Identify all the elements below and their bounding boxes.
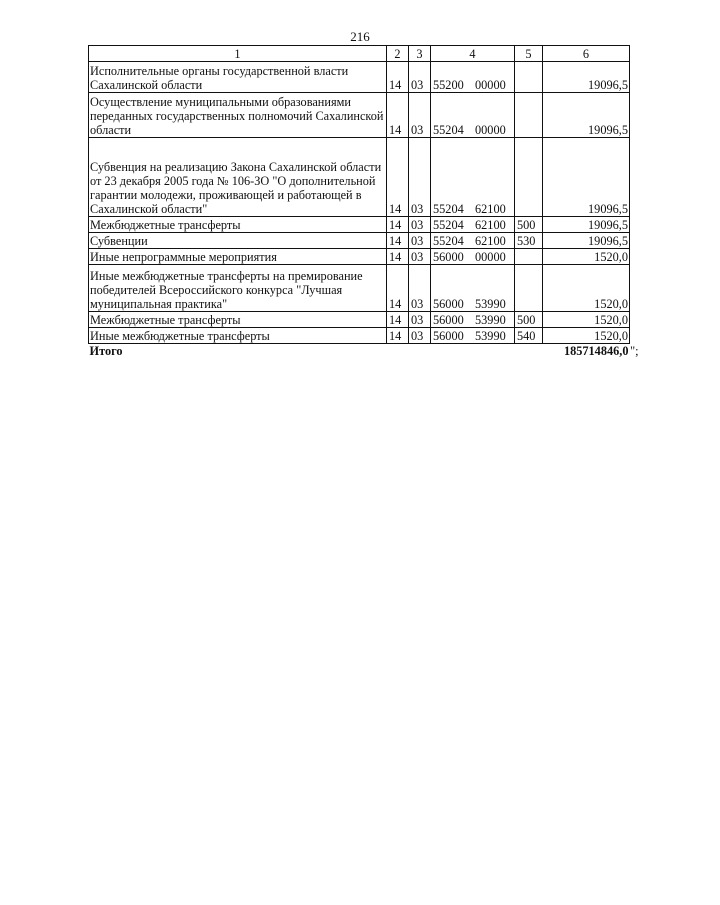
row-subsection: 03	[409, 312, 431, 328]
column-header: 6	[543, 46, 630, 62]
target-code-sub: 62100	[475, 218, 506, 232]
row-section: 14	[387, 312, 409, 328]
target-code-sub: 00000	[475, 250, 506, 264]
row-target-code	[431, 265, 515, 312]
row-subsection: 03	[409, 233, 431, 249]
table-row	[89, 233, 630, 249]
target-code-main: 55204	[433, 123, 464, 137]
target-code-main: 55204	[433, 202, 464, 216]
table-row	[89, 312, 630, 328]
row-subsection: 03	[409, 249, 431, 265]
row-subsection: 03	[409, 138, 431, 217]
row-target-code	[431, 312, 515, 328]
row-amount: 1520,0	[543, 312, 630, 328]
row-subsection: 03	[409, 265, 431, 312]
table-row	[89, 265, 630, 312]
target-code-sub: 62100	[475, 202, 506, 216]
row-subsection: 03	[409, 93, 431, 138]
target-code-main: 55200	[433, 78, 464, 92]
row-target-code	[431, 93, 515, 138]
row-section: 14	[387, 138, 409, 217]
table-row	[89, 249, 630, 265]
row-amount: 1520,0	[543, 265, 630, 312]
total-label: Итого	[89, 344, 387, 359]
row-target-code	[431, 233, 515, 249]
row-subsection: 03	[409, 328, 431, 344]
closing-quote: ";	[630, 344, 639, 358]
row-amount: 1520,0	[543, 328, 630, 344]
row-section: 14	[387, 265, 409, 312]
table-row	[89, 217, 630, 233]
target-code-sub: 53990	[475, 329, 506, 343]
row-amount: 19096,5	[543, 138, 630, 217]
target-code-sub: 00000	[475, 78, 506, 92]
row-name: Осуществление муниципальными образованиями переданных государственных полномочий Сахалинской области	[89, 93, 387, 138]
row-name: Иные межбюджетные трансферты	[89, 328, 387, 344]
row-expense-type	[515, 265, 543, 312]
row-expense-type: 500	[515, 217, 543, 233]
target-code-main: 56000	[433, 329, 464, 343]
row-name: Иные непрограммные мероприятия	[89, 249, 387, 265]
row-section: 14	[387, 328, 409, 344]
column-header: 2	[387, 46, 409, 62]
row-target-code	[431, 217, 515, 233]
table-row	[89, 328, 630, 344]
row-target-code	[431, 62, 515, 93]
target-code-main: 56000	[433, 250, 464, 264]
total-row	[89, 344, 630, 359]
row-name: Межбюджетные трансферты	[89, 312, 387, 328]
row-name: Исполнительные органы государственной власти Сахалинской области	[89, 62, 387, 93]
row-amount: 19096,5	[543, 233, 630, 249]
row-amount: 19096,5	[543, 217, 630, 233]
row-expense-type	[515, 138, 543, 217]
row-expense-type: 530	[515, 233, 543, 249]
column-header: 3	[409, 46, 431, 62]
row-expense-type	[515, 93, 543, 138]
row-target-code	[431, 138, 515, 217]
column-header: 1	[89, 46, 387, 62]
target-code-sub: 00000	[475, 123, 506, 137]
row-section: 14	[387, 217, 409, 233]
row-name: Межбюджетные трансферты	[89, 217, 387, 233]
row-subsection: 03	[409, 217, 431, 233]
target-code-main: 55204	[433, 218, 464, 232]
target-code-sub: 53990	[475, 297, 506, 311]
row-amount: 1520,0	[543, 249, 630, 265]
table-header-row	[89, 46, 630, 62]
page-number: 216	[350, 29, 370, 44]
target-code-sub: 53990	[475, 313, 506, 327]
table-row	[89, 138, 630, 217]
row-name: Иные межбюджетные трансферты на премирование победителей Всероссийского конкурса "Лучшая муниципальная практика"	[89, 265, 387, 312]
column-header: 5	[515, 46, 543, 62]
total-amount: 185714846,0	[563, 344, 629, 358]
target-code-sub: 62100	[475, 234, 506, 248]
row-section: 14	[387, 93, 409, 138]
row-amount: 19096,5	[543, 93, 630, 138]
row-name: Субвенции	[89, 233, 387, 249]
row-expense-type	[515, 249, 543, 265]
row-section: 14	[387, 62, 409, 93]
table-row	[89, 93, 630, 138]
row-name: Субвенция на реализацию Закона Сахалинской области от 23 декабря 2005 года № 106-ЗО "О дополнительной гарантии молодежи, проживающей и работающей в Сахалинской области"	[89, 138, 387, 217]
row-expense-type: 540	[515, 328, 543, 344]
row-section: 14	[387, 233, 409, 249]
target-code-main: 56000	[433, 313, 464, 327]
row-amount: 19096,5	[543, 62, 630, 93]
row-target-code	[431, 328, 515, 344]
target-code-main: 55204	[433, 234, 464, 248]
table-row	[89, 62, 630, 93]
column-header: 4	[431, 46, 515, 62]
budget-table	[88, 45, 639, 358]
row-expense-type: 500	[515, 312, 543, 328]
row-subsection: 03	[409, 62, 431, 93]
row-expense-type	[515, 62, 543, 93]
target-code-main: 56000	[433, 297, 464, 311]
row-section: 14	[387, 249, 409, 265]
row-target-code	[431, 249, 515, 265]
